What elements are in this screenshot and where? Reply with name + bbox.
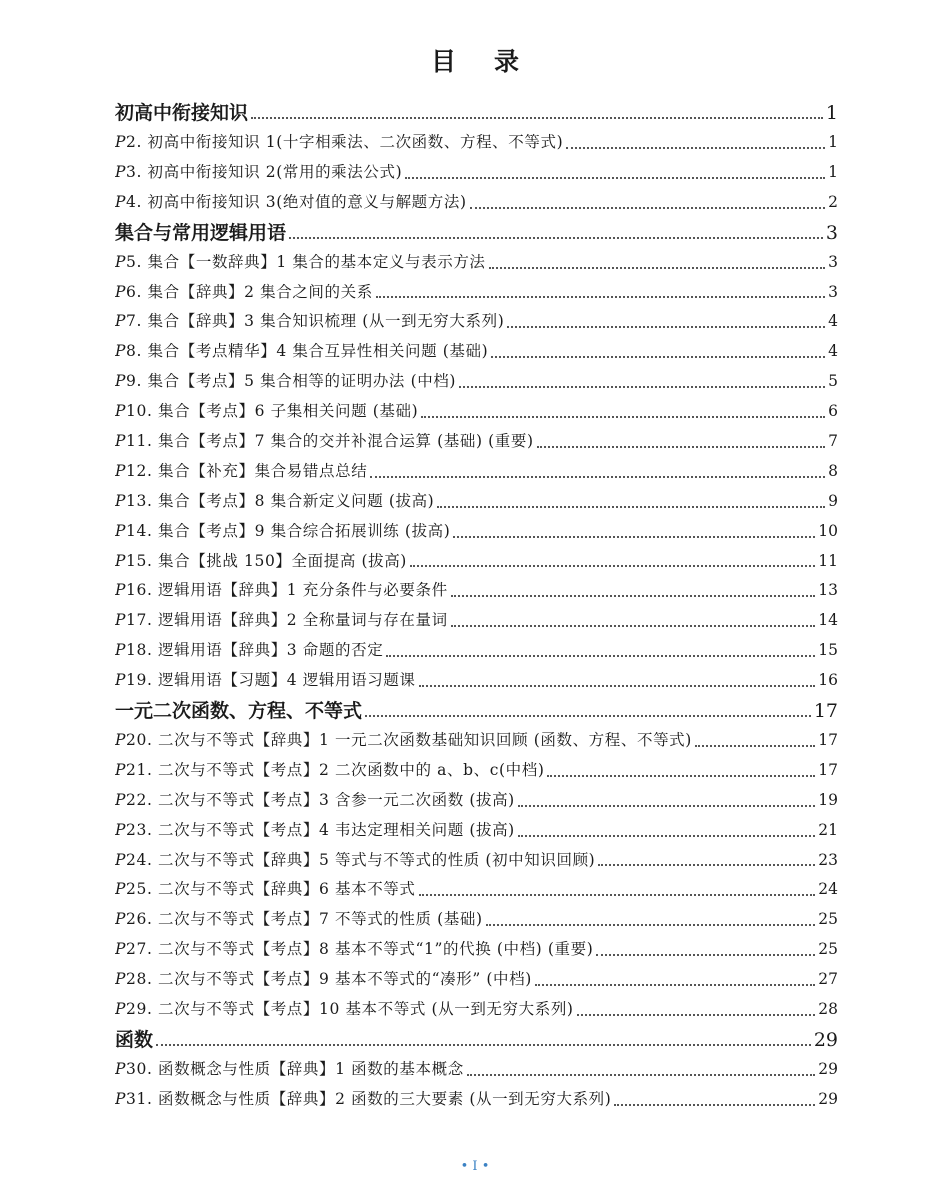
- toc-entry-prefix: P: [115, 760, 127, 779]
- toc-entry-prefix: P: [115, 1000, 127, 1019]
- toc-page-number: 17: [818, 760, 838, 779]
- toc-entry-text: 28. 二次与不等式【考点】9 基本不等式的“凑形” (中档): [126, 970, 532, 989]
- dot-leader: [386, 655, 815, 657]
- dot-leader: [451, 625, 816, 627]
- toc-entry-title: [115, 995, 574, 1025]
- toc-entry-prefix: P: [115, 491, 127, 510]
- toc-entry-prefix: P: [115, 671, 127, 690]
- toc-entry-title: [115, 547, 407, 577]
- toc-entry-title: [115, 965, 532, 995]
- dot-leader: [537, 446, 825, 448]
- toc-entry-title: [115, 517, 450, 547]
- toc-page-number: 10: [818, 521, 838, 540]
- dot-leader: [419, 685, 816, 687]
- toc-entry-title: [115, 427, 534, 457]
- toc-entry-text: 16. 逻辑用语【辞典】1 充分条件与必要条件: [126, 581, 448, 600]
- toc-page-number: 3: [825, 221, 838, 244]
- dot-leader: [614, 1104, 815, 1106]
- toc-page-number: 8: [828, 461, 838, 480]
- dot-leader: [695, 745, 815, 747]
- toc-entry-prefix: P: [115, 282, 127, 301]
- toc-entry-title: [115, 367, 456, 397]
- toc-entry[interactable]: [115, 188, 838, 218]
- toc-entry-text: 17. 逻辑用语【辞典】2 全称量词与存在量词: [126, 611, 448, 630]
- toc-entry[interactable]: [115, 367, 838, 397]
- toc-entry-text: 18. 逻辑用语【辞典】3 命题的否定: [126, 641, 384, 660]
- toc-page-number: 17: [813, 700, 838, 723]
- toc-entry-text: 6. 集合【辞典】2 集合之间的关系: [126, 282, 373, 301]
- toc-entry-prefix: P: [115, 880, 127, 899]
- toc-section-title: [115, 696, 362, 726]
- toc-entry-text: 27. 二次与不等式【考点】8 基本不等式“1”的代换 (中档) (重要): [126, 940, 594, 959]
- toc-entry-text: 4. 初高中衔接知识 3(绝对值的意义与解题方法): [126, 192, 467, 211]
- toc-entry[interactable]: [115, 1085, 838, 1115]
- toc-page-number: 14: [818, 611, 838, 630]
- toc-entry-text: 29. 二次与不等式【考点】10 基本不等式 (从一到无穷大系列): [126, 1000, 574, 1019]
- dot-leader: [518, 835, 815, 837]
- dot-leader: [459, 386, 825, 388]
- toc-entry-prefix: P: [115, 820, 127, 839]
- page-number-footer: • I •: [460, 1159, 490, 1174]
- toc-entry-prefix: P: [115, 970, 127, 989]
- toc-page-number: 28: [818, 1000, 838, 1019]
- dot-leader: [453, 536, 815, 538]
- dot-leader: [451, 595, 816, 597]
- toc-entry-title: [115, 307, 504, 337]
- toc-page-number: 6: [828, 402, 838, 421]
- toc-entry-text: 一元二次函数、方程、不等式: [115, 700, 363, 723]
- toc-page-number: 4: [828, 312, 838, 331]
- dot-leader: [365, 715, 811, 717]
- dot-leader: [598, 864, 815, 866]
- toc-entry[interactable]: [115, 457, 838, 487]
- toc-entry-prefix: P: [115, 611, 127, 630]
- toc-entry-prefix: P: [115, 402, 127, 421]
- toc-entry[interactable]: [115, 337, 838, 367]
- toc-entry-title: [115, 726, 692, 756]
- dot-leader: [410, 565, 815, 567]
- toc-entry-prefix: P: [115, 192, 127, 211]
- toc-entry-prefix: P: [115, 342, 127, 361]
- toc-entry[interactable]: [115, 1055, 838, 1085]
- toc-entry-title: [115, 487, 434, 517]
- toc-entry-prefix: P: [115, 790, 127, 809]
- dot-leader: [419, 894, 816, 896]
- toc-page-number: 15: [818, 641, 838, 660]
- toc-entry[interactable]: [115, 965, 838, 995]
- toc-entry[interactable]: [115, 547, 838, 577]
- toc-entry-title: [115, 397, 418, 427]
- toc-entry-prefix: P: [115, 521, 127, 540]
- toc-entry-prefix: P: [115, 910, 127, 929]
- toc-page-number: 4: [828, 342, 838, 361]
- toc-page-number: 29: [818, 1089, 838, 1108]
- toc-page-number: 23: [818, 850, 838, 869]
- toc-entry[interactable]: [115, 397, 838, 427]
- toc-entry-text: 31. 函数概念与性质【辞典】2 函数的三大要素 (从一到无穷大系列): [126, 1089, 612, 1108]
- toc-entry-title: [115, 248, 486, 278]
- toc-section-entry[interactable]: [115, 1025, 838, 1055]
- toc-entry-text: 2. 初高中衔接知识 1(十字相乘法、二次函数、方程、不等式): [126, 133, 564, 151]
- toc-entry-title: [115, 816, 515, 846]
- dot-leader: [596, 954, 815, 956]
- toc-page-number: 17: [818, 731, 838, 750]
- toc-entry[interactable]: [115, 576, 838, 606]
- toc-entry-title: [115, 636, 383, 666]
- dot-leader: [507, 326, 825, 328]
- toc-entry-text: 19. 逻辑用语【习题】4 逻辑用语习题课: [126, 671, 416, 690]
- toc-entry-title: [115, 1085, 611, 1115]
- toc-entry[interactable]: [115, 427, 838, 457]
- toc-entry-text: 25. 二次与不等式【辞典】6 基本不等式: [126, 880, 416, 899]
- toc-entry-text: 函数: [115, 1028, 154, 1051]
- toc-entry[interactable]: [115, 666, 838, 696]
- toc-entry-text: 7. 集合【辞典】3 集合知识梳理 (从一到无穷大系列): [126, 312, 505, 331]
- toc-entry[interactable]: [115, 935, 838, 965]
- dot-leader: [470, 207, 825, 209]
- toc-entry[interactable]: [115, 307, 838, 337]
- toc-entry-text: 12. 集合【补充】集合易错点总结: [126, 461, 368, 480]
- toc-page-number: 1: [828, 162, 838, 181]
- toc-entry-title: [115, 576, 448, 606]
- toc-entry-text: 15. 集合【挑战 150】全面提高 (拔高): [126, 551, 407, 570]
- toc-page-number: 2: [828, 192, 838, 211]
- toc-entry-title: [115, 786, 515, 816]
- toc-entry-prefix: P: [115, 372, 127, 391]
- dot-leader: [251, 117, 823, 119]
- toc-page-number: 3: [828, 252, 838, 271]
- toc-entry-text: 9. 集合【考点】5 集合相等的证明办法 (中档): [126, 372, 457, 391]
- toc-entry-text: 26. 二次与不等式【考点】7 不等式的性质 (基础): [126, 910, 483, 929]
- toc-entry-title: [115, 606, 448, 636]
- toc-section-title: [115, 1025, 153, 1055]
- toc-section-title: [115, 98, 248, 128]
- toc-entry-text: 初高中衔接知识: [115, 102, 249, 124]
- toc-entry-text: 20. 二次与不等式【辞典】1 一元二次函数基础知识回顾 (函数、方程、不等式): [126, 731, 692, 750]
- toc-entry-title: [115, 158, 402, 188]
- toc-page-number: 21: [818, 820, 838, 839]
- toc-entry-prefix: P: [115, 850, 127, 869]
- toc-entry-text: 11. 集合【考点】7 集合的交并补混合运算 (基础) (重要): [126, 432, 534, 451]
- toc-entry[interactable]: [115, 995, 838, 1025]
- toc-entry-title: [115, 666, 416, 696]
- toc-entry[interactable]: [115, 905, 838, 935]
- toc-page-number: 29: [813, 1028, 838, 1051]
- dot-leader: [376, 296, 825, 298]
- dot-leader: [405, 177, 825, 179]
- toc-entry-prefix: P: [115, 1089, 127, 1108]
- dot-leader: [421, 416, 825, 418]
- dot-leader: [289, 237, 823, 239]
- toc-page-number: 24: [818, 880, 838, 899]
- toc-entry-prefix: P: [115, 252, 127, 271]
- toc-section-entry[interactable]: [115, 218, 838, 248]
- dot-leader: [489, 267, 826, 269]
- toc-entry-prefix: P: [115, 551, 127, 570]
- toc-entry-text: 14. 集合【考点】9 集合综合拓展训练 (拔高): [126, 521, 451, 540]
- dot-leader: [437, 506, 825, 508]
- toc-entry-prefix: P: [115, 731, 127, 750]
- toc-entry[interactable]: [115, 756, 838, 786]
- toc-entry[interactable]: [115, 606, 838, 636]
- toc-entry[interactable]: [115, 846, 838, 876]
- dot-leader: [518, 805, 815, 807]
- toc-entry-text: 30. 函数概念与性质【辞典】1 函数的基本概念: [126, 1059, 464, 1078]
- toc-entry-text: 集合与常用逻辑用语: [115, 221, 287, 244]
- toc-entry-prefix: P: [115, 940, 127, 959]
- toc-entry-text: 13. 集合【考点】8 集合新定义问题 (拔高): [126, 491, 435, 510]
- dot-leader: [156, 1044, 811, 1046]
- toc-page-number: 3: [828, 282, 838, 301]
- toc-page-number: 1: [825, 102, 838, 124]
- toc-entry-title: [115, 128, 563, 158]
- page-title: 目录: [430, 47, 557, 76]
- toc-entry-title: [115, 278, 373, 308]
- toc-entry[interactable]: [115, 158, 838, 188]
- toc-entry[interactable]: [115, 726, 838, 756]
- toc-entry-title: [115, 875, 416, 905]
- toc-entry[interactable]: [115, 248, 838, 278]
- toc-entry-text: 3. 初高中衔接知识 2(常用的乘法公式): [126, 162, 403, 181]
- dot-leader: [577, 1014, 816, 1016]
- toc-entry[interactable]: [115, 816, 838, 846]
- toc-entry-prefix: P: [115, 641, 127, 660]
- toc-page-number: 25: [818, 940, 838, 959]
- toc-entry-text: 10. 集合【考点】6 子集相关问题 (基础): [126, 402, 419, 421]
- toc-entry-text: 8. 集合【考点精华】4 集合互异性相关问题 (基础): [126, 342, 489, 361]
- toc-entry-title: [115, 457, 367, 487]
- toc-entry-title: [115, 846, 595, 876]
- toc-entry-title: [115, 935, 593, 965]
- toc-section-entry[interactable]: [115, 98, 838, 128]
- toc-section-entry[interactable]: [115, 696, 838, 726]
- toc-entry-prefix: P: [115, 133, 127, 151]
- toc-entry[interactable]: [115, 487, 838, 517]
- toc-entry-text: 23. 二次与不等式【考点】4 韦达定理相关问题 (拔高): [126, 820, 515, 839]
- table-of-contents: [115, 98, 838, 1115]
- toc-entry-prefix: P: [115, 312, 127, 331]
- toc-entry[interactable]: [115, 636, 838, 666]
- toc-entry-prefix: P: [115, 432, 127, 451]
- toc-entry-prefix: P: [115, 461, 127, 480]
- toc-entry-prefix: P: [115, 162, 127, 181]
- toc-entry-text: 22. 二次与不等式【考点】3 含参一元二次函数 (拔高): [126, 790, 515, 809]
- dot-leader: [370, 476, 825, 478]
- toc-page-number: 7: [828, 432, 838, 451]
- toc-entry[interactable]: [115, 875, 838, 905]
- dot-leader: [535, 984, 815, 986]
- toc-entry[interactable]: [115, 278, 838, 308]
- toc-entry[interactable]: [115, 517, 838, 547]
- toc-entry-title: [115, 1055, 464, 1085]
- toc-entry-prefix: P: [115, 581, 127, 600]
- toc-entry-title: [115, 188, 467, 218]
- toc-entry[interactable]: [115, 128, 838, 158]
- toc-entry[interactable]: [115, 786, 838, 816]
- toc-entry-title: [115, 337, 488, 367]
- toc-section-title: [115, 218, 286, 248]
- toc-page-number: 13: [818, 581, 838, 600]
- toc-entry-title: [115, 905, 483, 935]
- dot-leader: [491, 356, 825, 358]
- toc-page-number: 25: [818, 910, 838, 929]
- toc-page-number: 1: [828, 133, 838, 151]
- toc-page-number: 19: [818, 790, 838, 809]
- toc-entry-text: 5. 集合【一数辞典】1 集合的基本定义与表示方法: [126, 252, 486, 271]
- dot-leader: [547, 775, 815, 777]
- toc-page-number: 9: [828, 491, 838, 510]
- toc-page-number: 16: [818, 671, 838, 690]
- toc-entry-title: [115, 756, 544, 786]
- toc-page-number: 29: [818, 1059, 838, 1078]
- toc-entry-prefix: P: [115, 1059, 127, 1078]
- toc-page-number: 5: [828, 372, 838, 391]
- dot-leader: [566, 147, 825, 149]
- toc-page-number: 27: [818, 970, 838, 989]
- toc-entry-text: 24. 二次与不等式【辞典】5 等式与不等式的性质 (初中知识回顾): [126, 850, 596, 869]
- dot-leader: [467, 1074, 815, 1076]
- toc-page-number: 11: [818, 551, 838, 570]
- toc-entry-text: 21. 二次与不等式【考点】2 二次函数中的 a、b、c(中档): [126, 760, 545, 779]
- dot-leader: [486, 924, 816, 926]
